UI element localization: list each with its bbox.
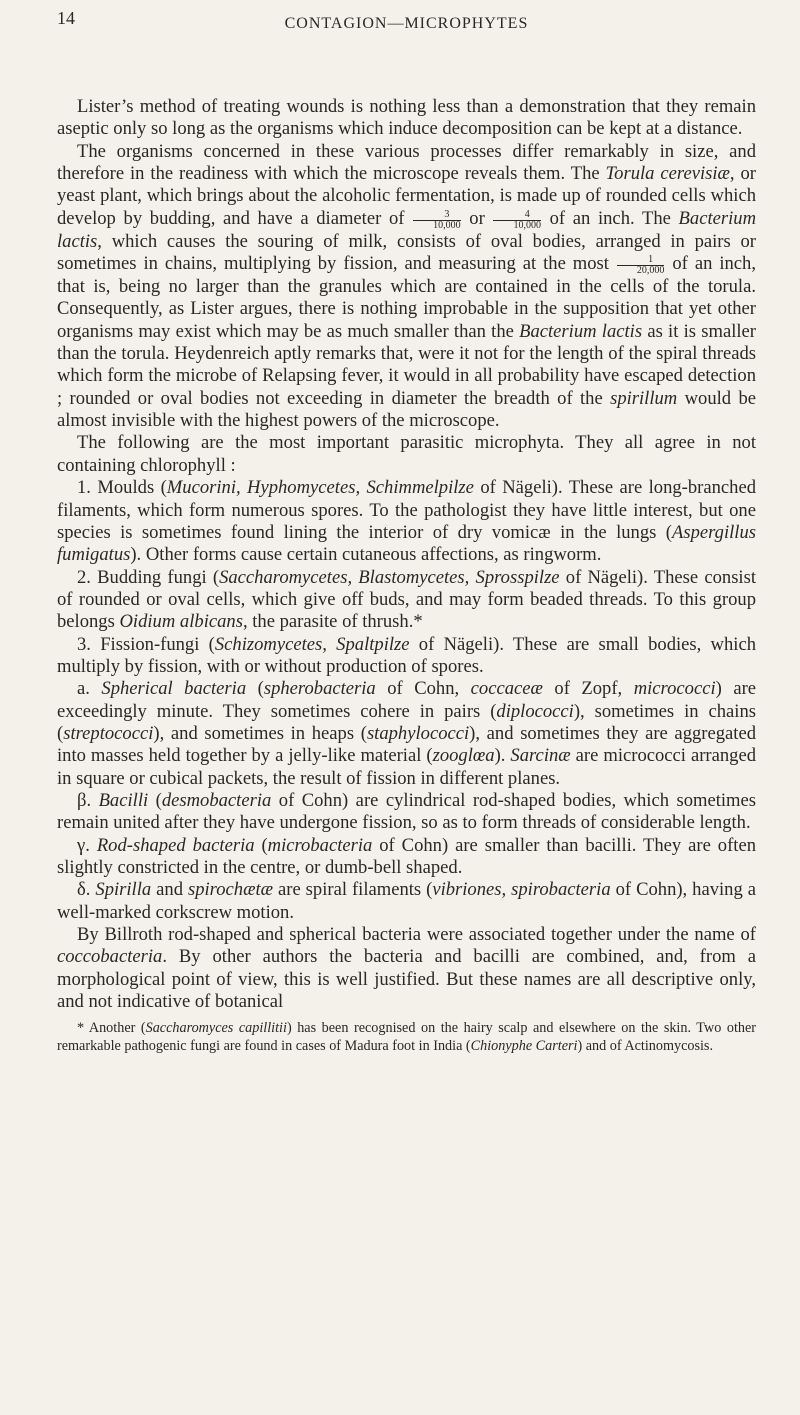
species-name: Torula cerevisiæ [605,163,730,185]
page-number: 14 [57,8,75,28]
paragraph: By Billroth rod-shaped and spherical bacteria were associated together under the name of coccobacteria. By other authors the bacteria and bacilli are combined, and, from a morphological point of view, this is well justified. But these names are all descriptive only, and not indicative of botanical [57,924,756,1013]
species-name: spirillum [610,387,678,409]
paragraph: The organisms concerned in these various processes differ remarkably in size, and therefore in the readiness with which the microscope reveals them. The Torula cerevisiæ, or yeast plant, which brings about the alcoholic fermentation, is made up of rounded cells which develop by budding, and have a diameter of $\frac{3}{10,000}$ or $\frac{4}{10,000}$ of an inch. The Bacterium lactis, which causes the souring of milk, consists of oval bodies, arranged in pairs or sometimes in chains, multiplying by fission, and measuring at the most $\frac{1}{20,000}$ of an inch, that is, being no larger than the granules which are contained in the cells of the torula. Consequently, as Lister argues, there is nothing improbable in the supposition that yet other organisms may exist which may be as much smaller than the Bacterium lactis as it is smaller than the torula. Heydenreich aptly remarks that, were it not for the length of the spiral threads which form the microbe of Relapsing fever, it would in all probability have escaped detection ; rounded or oval bodies not exceeding in diameter the breadth of the spirillum would be almost invisible with the highest powers of the microscope. [57,140,756,432]
main-text [57,96,756,1055]
page-header [57,0,756,40]
fraction: $\frac{4}{10,000}$ [493,210,541,231]
species-name: Bacterium lactis [519,320,643,342]
list-item: 2. Budding fungi (Saccharomycetes, Blastomycetes, Sprosspilze of Nägeli). These consist of rounded or oval cells, which give off buds, and may form beaded threads. To this group belongs Oidium albicans, the parasite of thrush.* [57,566,757,633]
list-item: 3. Fission-fungi (Schizomycetes, Spaltpilze of Nägeli). These are small bodies, which multiply by fission, with or without production of spores. [57,633,757,677]
list-item: 1. Moulds (Mucorini, Hyphomycetes, Schimmelpilze of Nägeli). These are long-branched filaments, which form numerous spores. To the pathologist they have little interest, but one species is sometimes found lining the interior of dry vomicæ in the lungs (Aspergillus fumigatus). Other forms cause certain cutaneous affections, as ringworm. [57,477,756,566]
list-item: γ. Rod-shaped bacteria (microbacteria of Cohn) are smaller than bacilli. They are often slightly constricted in the centre, or dumb-bell shaped. [57,834,756,878]
fraction: $\frac{1}{20,000}$ [617,255,665,276]
paragraph: Lister’s method of treating wounds is nothing less than a demonstration that they remain aseptic only so long as the organisms which induce decomposition can be kept at a distance. [57,96,756,140]
paragraph: The following are the most important parasitic microphyta. They all agree in not containing chlorophyll : [57,432,756,476]
running-title: CONTAGION—MICROPHYTES [284,15,529,32]
species-name: Bacterium lactis [57,207,756,252]
list-item: δ. Spirilla and spirochætæ are spiral filaments (vibriones, spirobacteria of Cohn), having a well-marked corkscrew motion. [57,879,756,923]
list-item: β. Bacilli (desmobacteria of Cohn) are cylindrical rod-shaped bodies, which sometimes remain united after they have undergone fission, so as to form threads of considerable length. [57,789,757,834]
fraction: $\frac{3}{10,000}$ [413,210,461,231]
footnote: * Another (Saccharomyces capillitii) has been recognised on the hairy scalp and elsewhere on the skin. Two other remarkable pathogenic fungi are found in cases of Madura foot in India (Chionyphe Carteri) and of Actinomycosis. [57,1020,757,1055]
list-item: a. Spherical bacteria (spherobacteria of Cohn, coccaceæ of Zopf, micrococci) are exceedingly minute. They sometimes cohere in pairs (diplococci), sometimes in chains (streptococci), and sometimes in heaps (staphylococci), and sometimes they are aggregated into masses held together by a jelly-like material (zooglœa). Sarcinæ are micrococci arranged in square or cubical packets, the result of fission in different planes. [57,678,757,789]
